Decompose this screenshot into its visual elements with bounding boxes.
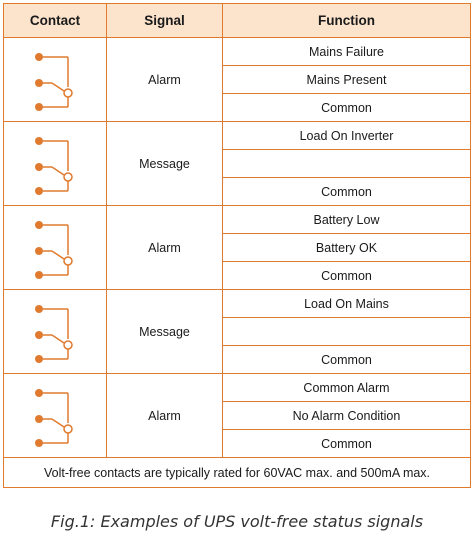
header-signal: Signal — [107, 4, 223, 38]
function-cell: Mains Present — [223, 66, 471, 94]
header-contact: Contact — [4, 4, 107, 38]
relay-contact-icon — [4, 213, 106, 283]
table-row — [4, 206, 471, 234]
contact-cell — [4, 290, 107, 374]
function-cell: Common — [223, 430, 471, 458]
footer-row — [4, 458, 471, 488]
function-cell: Load On Mains — [223, 290, 471, 318]
header-row — [4, 4, 471, 38]
function-cell: Battery Low — [223, 206, 471, 234]
signal-cell: Alarm — [107, 206, 223, 290]
signal-cell: Alarm — [107, 374, 223, 458]
function-cell: Battery OK — [223, 234, 471, 262]
relay-contact-icon — [4, 297, 106, 367]
contact-cell — [4, 38, 107, 122]
contact-cell — [4, 374, 107, 458]
function-cell: Common — [223, 94, 471, 122]
function-cell: Load On Inverter — [223, 122, 471, 150]
signals-table — [3, 3, 471, 488]
signal-cell: Alarm — [107, 38, 223, 122]
function-cell: No Alarm Condition — [223, 402, 471, 430]
signal-cell: Message — [107, 122, 223, 206]
contact-cell — [4, 122, 107, 206]
table-row — [4, 374, 471, 402]
header-function: Function — [223, 4, 471, 38]
table-row — [4, 122, 471, 150]
footer-note: Volt-free contacts are typically rated for 60VAC max. and 500mA max. — [4, 458, 471, 488]
function-cell: Common — [223, 262, 471, 290]
table-row — [4, 38, 471, 66]
function-cell: Mains Failure — [223, 38, 471, 66]
function-cell: Common — [223, 346, 471, 374]
figure-caption: Fig.1: Examples of UPS volt-free status signals — [50, 512, 424, 531]
relay-contact-icon — [4, 129, 106, 199]
relay-contact-icon — [4, 381, 106, 451]
relay-contact-icon — [4, 45, 106, 115]
function-cell: Common Alarm — [223, 374, 471, 402]
function-cell — [223, 150, 471, 178]
signal-cell: Message — [107, 290, 223, 374]
function-cell — [223, 318, 471, 346]
function-cell: Common — [223, 178, 471, 206]
contact-cell — [4, 206, 107, 290]
table-row — [4, 290, 471, 318]
